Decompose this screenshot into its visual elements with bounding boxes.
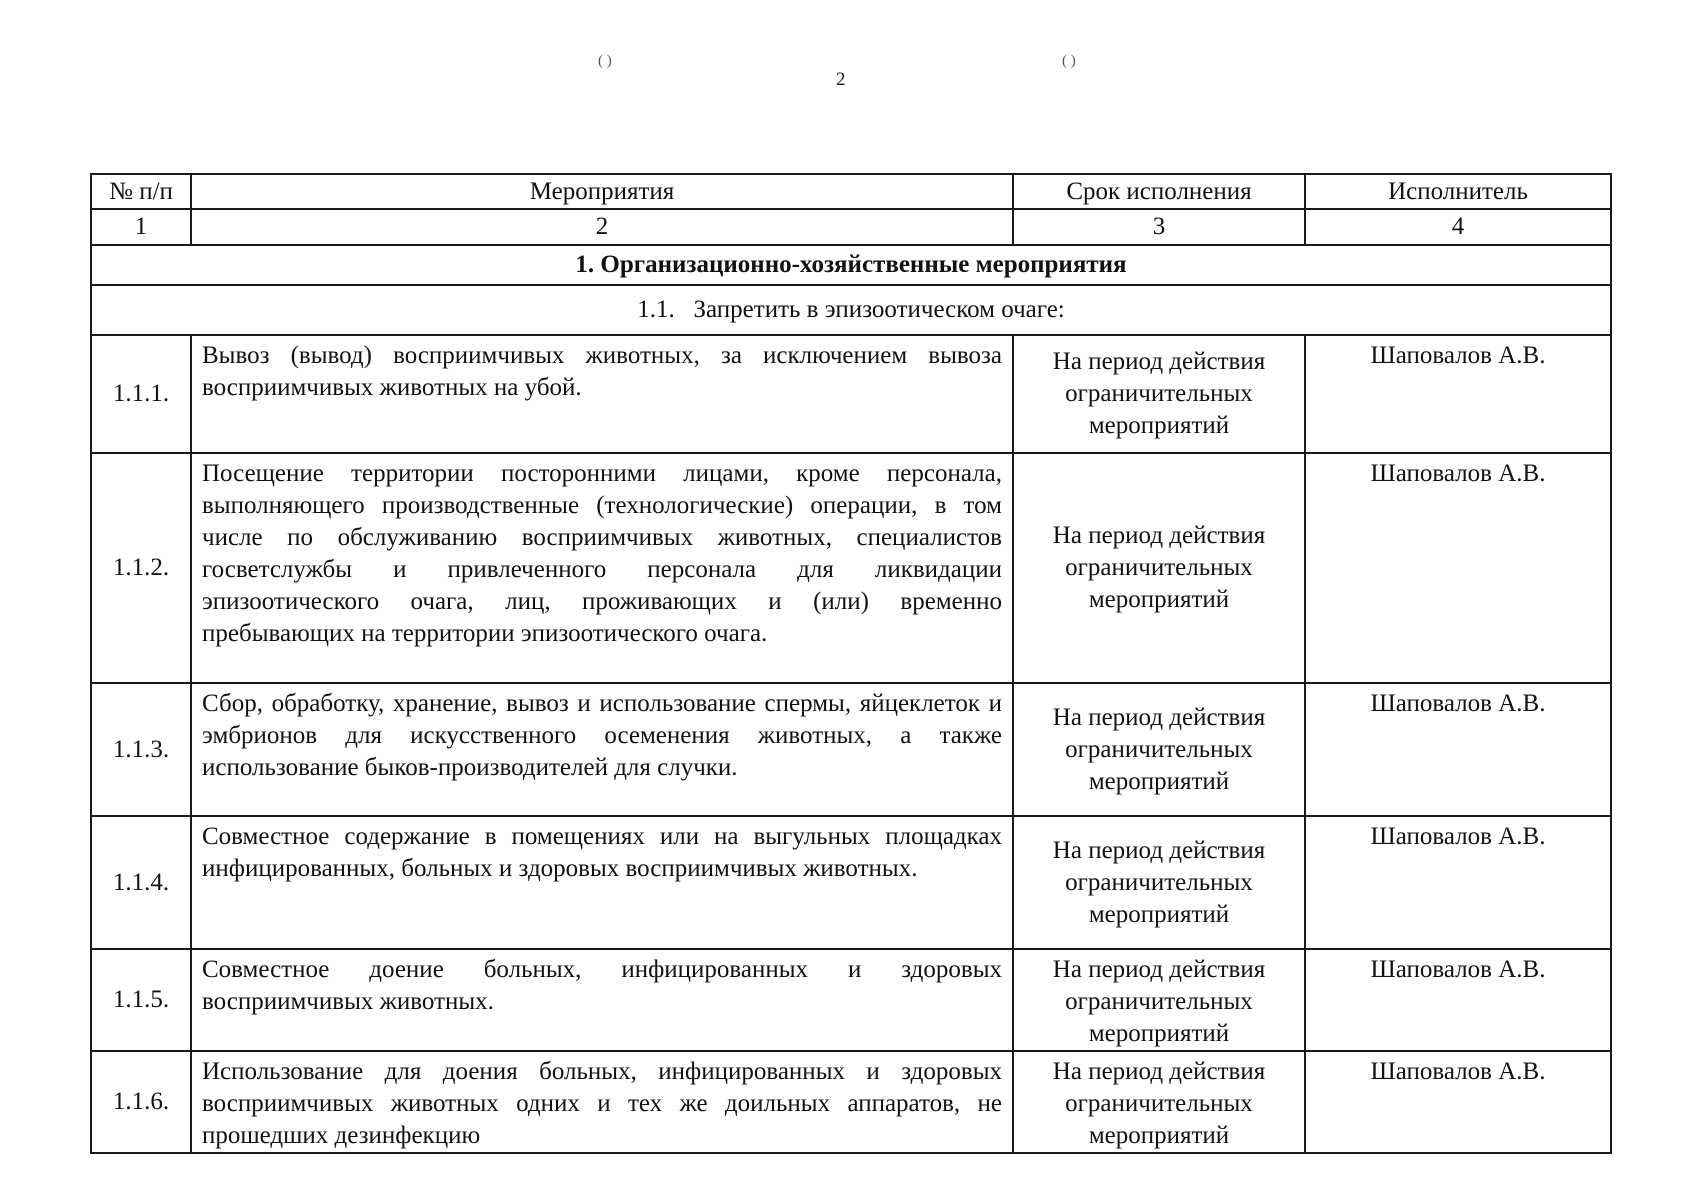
- measures-table: [90, 173, 1612, 1154]
- row-number: 1.1.3.: [91, 683, 191, 816]
- executor: Шаповалов А.В.: [1305, 335, 1611, 453]
- column-header-term: Срок исполнения: [1013, 174, 1305, 209]
- row-number: 1.1.2.: [91, 453, 191, 683]
- subsection-row: [91, 285, 1611, 335]
- execution-term: На период действия ограничительных мероприятий: [1013, 453, 1305, 683]
- section-row: [91, 245, 1611, 285]
- measure-text: Совместное доение больных, инфицированных и здоровых восприимчивых животных.: [191, 949, 1013, 1051]
- column-number: 3: [1013, 209, 1305, 245]
- column-number-row: [91, 209, 1611, 245]
- executor: Шаповалов А.В.: [1305, 949, 1611, 1051]
- executor: Шаповалов А.В.: [1305, 683, 1611, 816]
- scan-mark-right: ( ): [1062, 53, 1076, 69]
- section-title: 1. Организационно-хозяйственные мероприятия: [91, 245, 1611, 285]
- scan-mark-left: ( ): [598, 53, 612, 69]
- executor: Шаповалов А.В.: [1305, 453, 1611, 683]
- measure-text: Совместное содержание в помещениях или на выгульных площадках инфицированных, больных и здоровых восприимчивых животных.: [191, 816, 1013, 949]
- measure-text: Посещение территории посторонними лицами, кроме персонала, выполняющего производственные (технологические) операции, в том числе по обслуживанию восприимчивых животных, специалистов госветслужбы и привлеченного персонала для ликвидации эпизоотического очага, лиц, проживающих и (или) временно пребывающих на территории эпизоотического очага.: [191, 453, 1013, 683]
- row-number: 1.1.4.: [91, 816, 191, 949]
- executor: Шаповалов А.В.: [1305, 1051, 1611, 1153]
- column-number: 4: [1305, 209, 1611, 245]
- table-row: [91, 1051, 1611, 1153]
- column-header-number: № п/п: [91, 174, 191, 209]
- table-row: [91, 335, 1611, 453]
- column-header-executor: Исполнитель: [1305, 174, 1611, 209]
- table-row: [91, 683, 1611, 816]
- page-number: 2: [836, 69, 846, 90]
- column-header-measures: Мероприятия: [191, 174, 1013, 209]
- subsection-title: 1.1. Запретить в эпизоотическом очаге:: [91, 285, 1611, 335]
- column-number: 2: [191, 209, 1013, 245]
- execution-term: На период действия ограничительных мероприятий: [1013, 816, 1305, 949]
- measure-text: Вывоз (вывод) восприимчивых животных, за исключением вывоза восприимчивых животных на убой.: [191, 335, 1013, 453]
- table-row: [91, 453, 1611, 683]
- table-header-row: [91, 174, 1611, 209]
- table-row: [91, 949, 1611, 1051]
- measure-text: Использование для доения больных, инфицированных и здоровых восприимчивых животных одних и тех же доильных аппаратов, не прошедших дезинфекцию: [191, 1051, 1013, 1153]
- execution-term: На период действия ограничительных мероприятий: [1013, 1051, 1305, 1153]
- measure-text: Сбор, обработку, хранение, вывоз и использование спермы, яйцеклеток и эмбрионов для искусственного осеменения животных, а также использование быков-производителей для случки.: [191, 683, 1013, 816]
- executor: Шаповалов А.В.: [1305, 816, 1611, 949]
- table-row: [91, 816, 1611, 949]
- execution-term: На период действия ограничительных мероприятий: [1013, 683, 1305, 816]
- column-number: 1: [91, 209, 191, 245]
- execution-term: На период действия ограничительных мероприятий: [1013, 335, 1305, 453]
- row-number: 1.1.6.: [91, 1051, 191, 1153]
- row-number: 1.1.1.: [91, 335, 191, 453]
- execution-term: На период действия ограничительных мероприятий: [1013, 949, 1305, 1051]
- row-number: 1.1.5.: [91, 949, 191, 1051]
